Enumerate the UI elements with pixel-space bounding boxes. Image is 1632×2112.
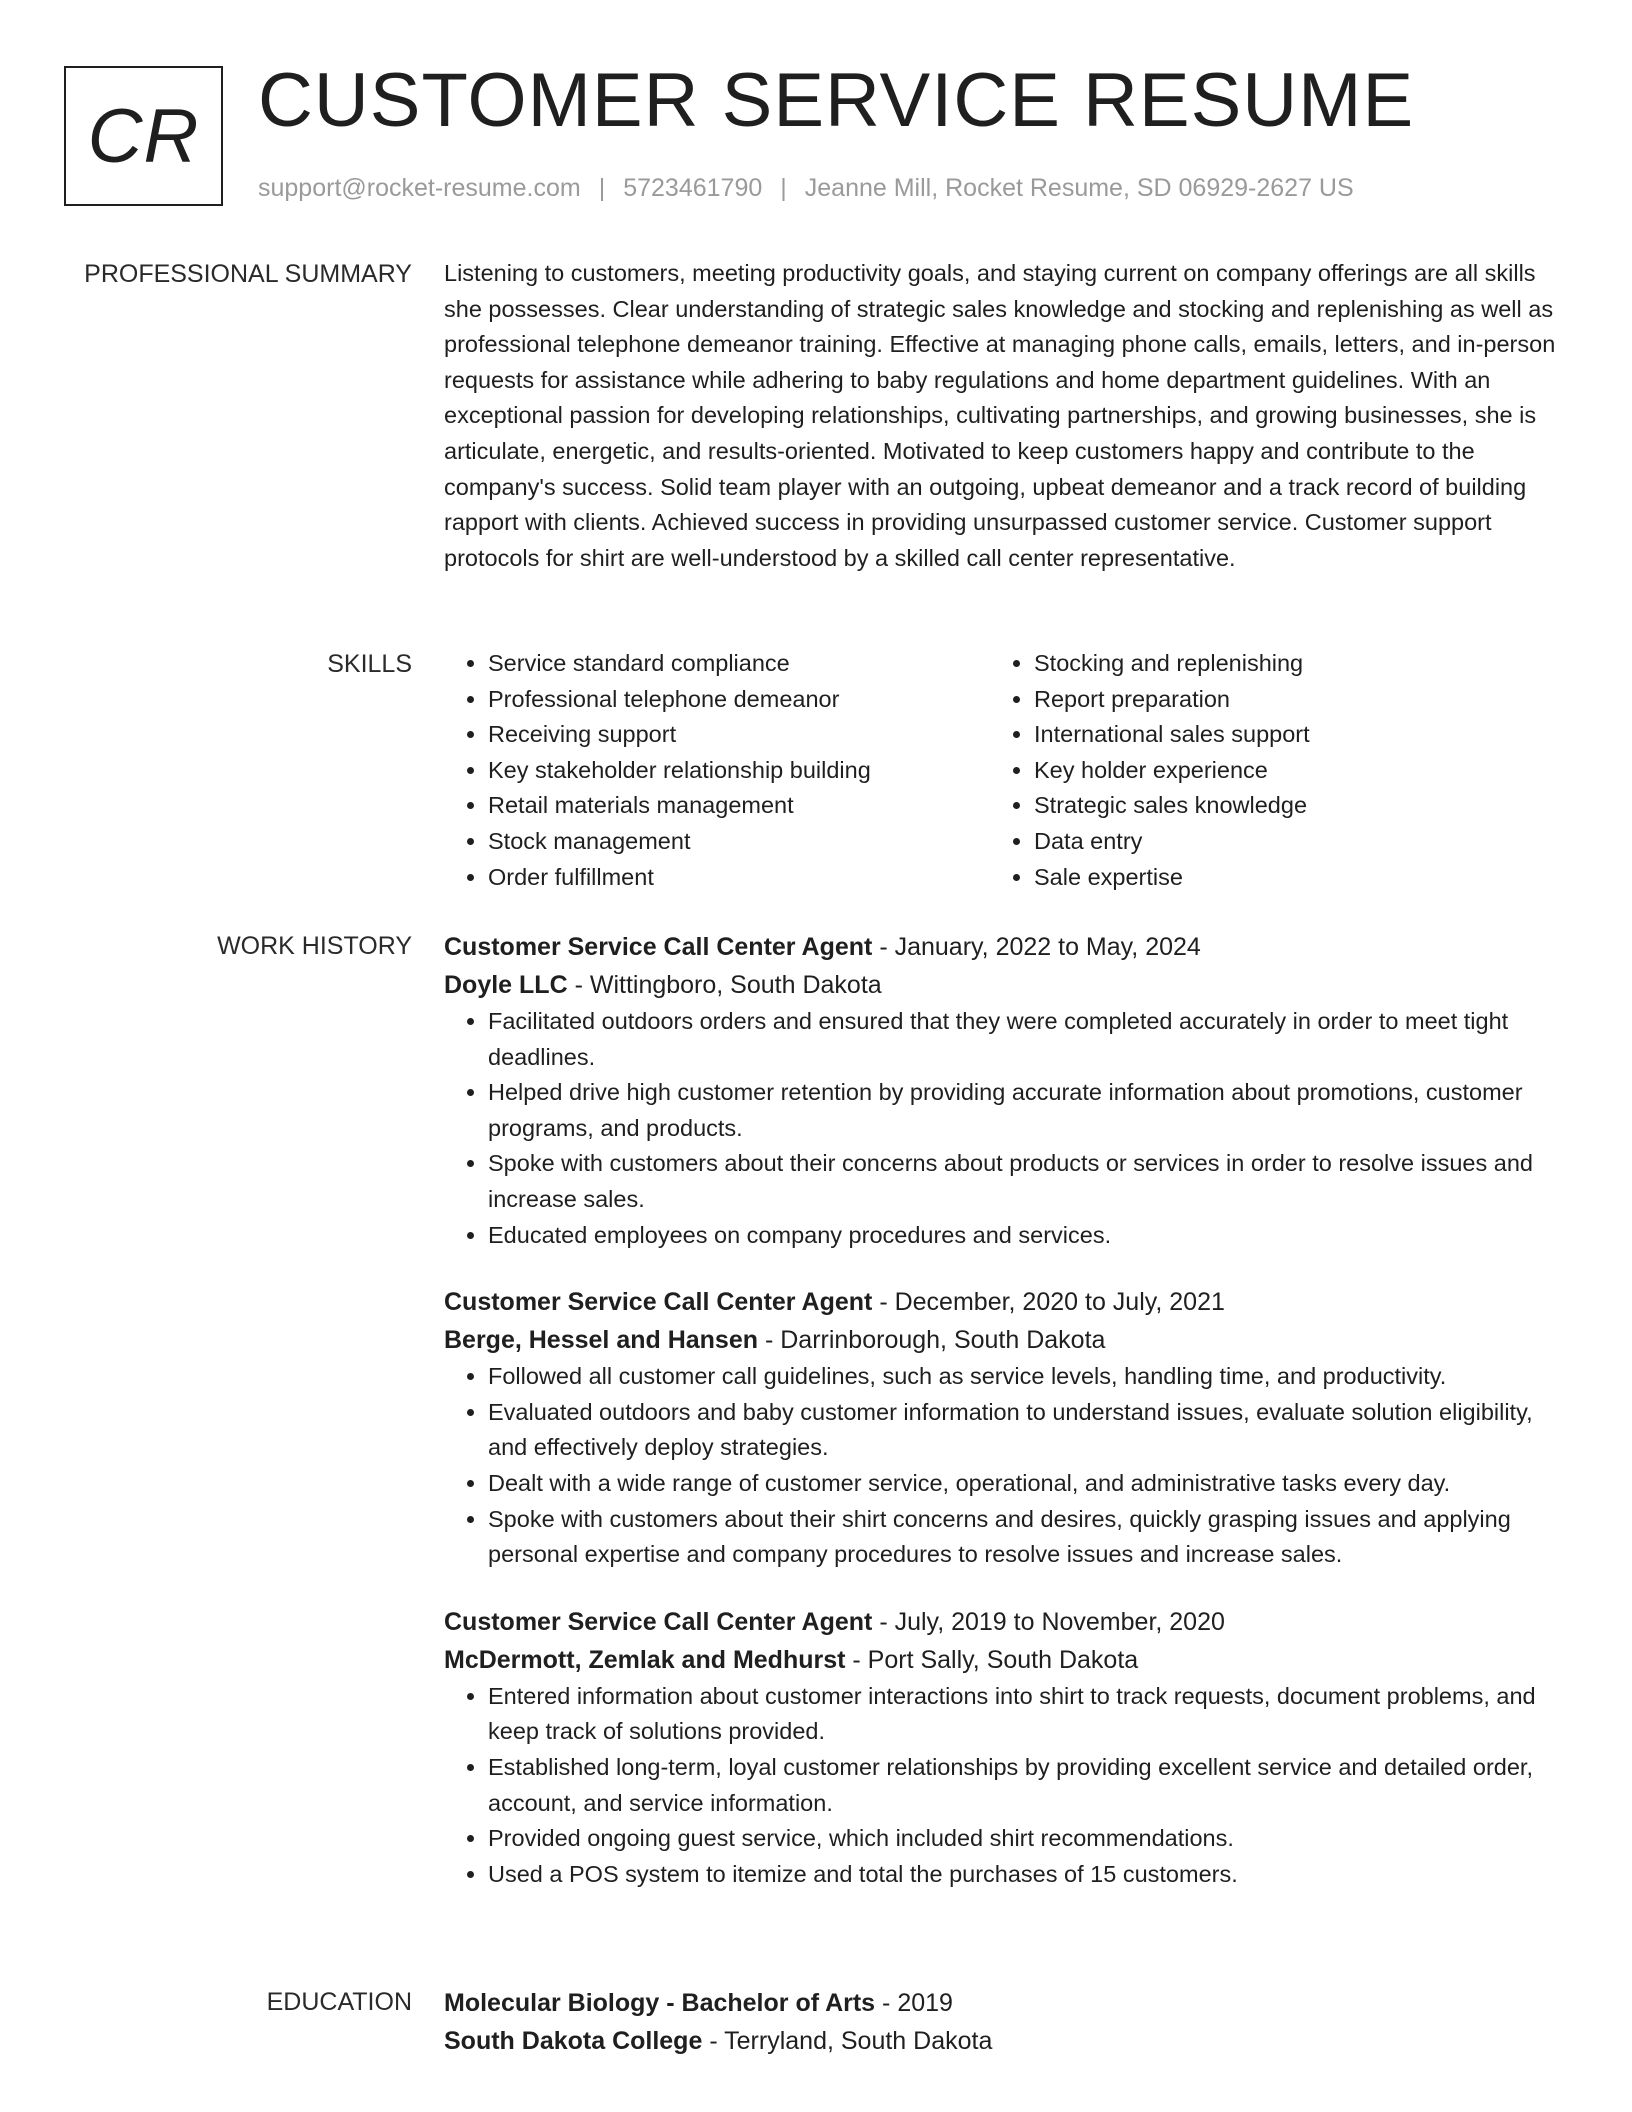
school-location: - Terryland, South Dakota — [709, 2027, 993, 2055]
job-location: - Wittingboro, South Dakota — [574, 971, 882, 999]
job-company: Berge, Hessel and Hansen — [444, 1326, 759, 1355]
skills-list-right — [990, 646, 1536, 895]
job-title: Customer Service Call Center Agent — [444, 1288, 873, 1317]
job-bullets — [444, 1359, 1556, 1573]
skill-item: • Strategic sales knowledge — [1034, 788, 1536, 824]
school-line — [444, 2022, 1556, 2060]
summary-text: Listening to customers, meeting productivity goals, and staying current on company offerings are all skills she possesses. Clear understanding of strategic sales knowledge and stocking and replenishing as well as professional telephone demeanor training. Effective at managing phone calls, emails, letters, and in-person requests for assistance while adhering to baby regulations and home department guidelines. With an exceptional passion for developing relationships, cultivating partnerships, and growing businesses, she is articulate, energetic, and results-oriented. Motivated to keep customers happy and contribute to the company's success. Solid team player with an outgoing, upbeat demeanor and a track record of building rapport with clients. Achieved success in providing unsurpassed customer service. Customer support protocols for shirt are well-understood by a skilled call center representative. — [444, 260, 1556, 571]
job-bullet: • Entered information about customer interactions into shirt to track requests, document problems, and keep track of solutions provided. — [488, 1679, 1556, 1750]
monogram-logo: CR — [64, 66, 223, 206]
skill-item: • Receiving support — [488, 717, 990, 753]
job-bullet: • Evaluated outdoors and baby customer information to understand issues, evaluate solution eligibility, and effectively deploy strategies. — [488, 1395, 1556, 1466]
job-company: McDermott, Zemlak and Medhurst — [444, 1645, 846, 1674]
skills-column-left — [444, 646, 990, 895]
skill-item: • Order fulfillment — [488, 860, 990, 896]
job-bullets — [444, 1679, 1556, 1893]
job-dates: - July, 2019 to November, 2020 — [879, 1607, 1225, 1636]
job-title-line — [444, 928, 1556, 966]
job-bullet: • Followed all customer call guidelines, such as service levels, handling time, and productivity. — [488, 1359, 1556, 1395]
job-company-line — [444, 1321, 1556, 1359]
address-text: Jeanne Mill, Rocket Resume, SD 06929-2627 US — [804, 174, 1354, 202]
job-entry — [444, 928, 1556, 1253]
job-location: - Darrinborough, South Dakota — [764, 1326, 1106, 1355]
skill-item: • International sales support — [1034, 717, 1536, 753]
summary-body — [444, 256, 1556, 576]
job-bullet: • Used a POS system to itemize and total the purchases of 15 customers. — [488, 1857, 1556, 1893]
page-title: CUSTOMER SERVICE RESUME — [258, 58, 1415, 143]
job-bullet: • Helped drive high customer retention by providing accurate information about promotions, customer programs, and products. — [488, 1075, 1556, 1146]
section-label: SKILLS — [327, 650, 412, 678]
degree: Molecular Biology - Bachelor of Arts — [444, 1989, 876, 2017]
separator: | — [598, 174, 606, 202]
job-dates: - December, 2020 to July, 2021 — [879, 1288, 1225, 1317]
section-label: WORK HISTORY — [217, 932, 412, 960]
email-text: support@rocket-resume.com — [258, 174, 581, 202]
skills-list-left — [444, 646, 990, 895]
skills-column-right — [990, 646, 1536, 895]
job-title-line — [444, 1603, 1556, 1641]
job-company-line — [444, 1641, 1556, 1679]
skill-item: • Stock management — [488, 824, 990, 860]
skill-item: • Key holder experience — [1034, 753, 1536, 789]
job-company: Doyle LLC — [444, 971, 568, 999]
skills-body — [444, 646, 1556, 895]
job-title-line — [444, 1283, 1556, 1321]
job-dates: - January, 2022 to May, 2024 — [879, 933, 1201, 961]
skill-item: • Retail materials management — [488, 788, 990, 824]
degree-line — [444, 1984, 1556, 2022]
job-bullets — [444, 1004, 1556, 1253]
job-bullet: • Provided ongoing guest service, which included shirt recommendations. — [488, 1821, 1556, 1857]
work-history-body — [444, 928, 1556, 1922]
skill-item: • Stocking and replenishing — [1034, 646, 1536, 682]
job-title: Customer Service Call Center Agent — [444, 1607, 873, 1636]
job-entry — [444, 1283, 1556, 1573]
section-label: PROFESSIONAL SUMMARY — [84, 260, 412, 288]
job-location: - Port Sally, South Dakota — [852, 1645, 1139, 1674]
job-bullet: • Facilitated outdoors orders and ensured that they were completed accurately in order to meet tight deadlines. — [488, 1004, 1556, 1075]
job-bullet: • Dealt with a wide range of customer service, operational, and administrative tasks every day. — [488, 1466, 1556, 1502]
skill-item: • Sale expertise — [1034, 860, 1536, 896]
school: South Dakota College — [444, 2027, 703, 2055]
separator: | — [780, 174, 787, 202]
skill-item: • Service standard compliance — [488, 646, 990, 682]
skill-item: • Data entry — [1034, 824, 1536, 860]
skill-item: • Key stakeholder relationship building — [488, 753, 990, 789]
job-entry — [444, 1603, 1556, 1893]
skill-item: • Professional telephone demeanor — [488, 682, 990, 718]
contact-line — [258, 174, 1354, 203]
job-bullet: • Spoke with customers about their concerns about products or services in order to resolve issues and increase sales. — [488, 1146, 1556, 1217]
job-bullet: • Established long-term, loyal customer relationships by providing excellent service and detailed order, account, and service information. — [488, 1750, 1556, 1821]
section-label: EDUCATION — [266, 1988, 412, 2016]
job-bullet: • Spoke with customers about their shirt concerns and desires, quickly grasping issues and applying personal expertise and company procedures to resolve issues and increase sales. — [488, 1502, 1556, 1573]
degree-year: - 2019 — [882, 1989, 953, 2017]
skill-item: • Report preparation — [1034, 682, 1536, 718]
job-title: Customer Service Call Center Agent — [444, 933, 873, 961]
job-bullet: • Educated employees on company procedures and services. — [488, 1218, 1556, 1254]
skills-grid — [444, 646, 1556, 895]
job-company-line — [444, 966, 1556, 1004]
education-body — [444, 1984, 1556, 2060]
phone-text: 5723461790 — [623, 174, 763, 202]
